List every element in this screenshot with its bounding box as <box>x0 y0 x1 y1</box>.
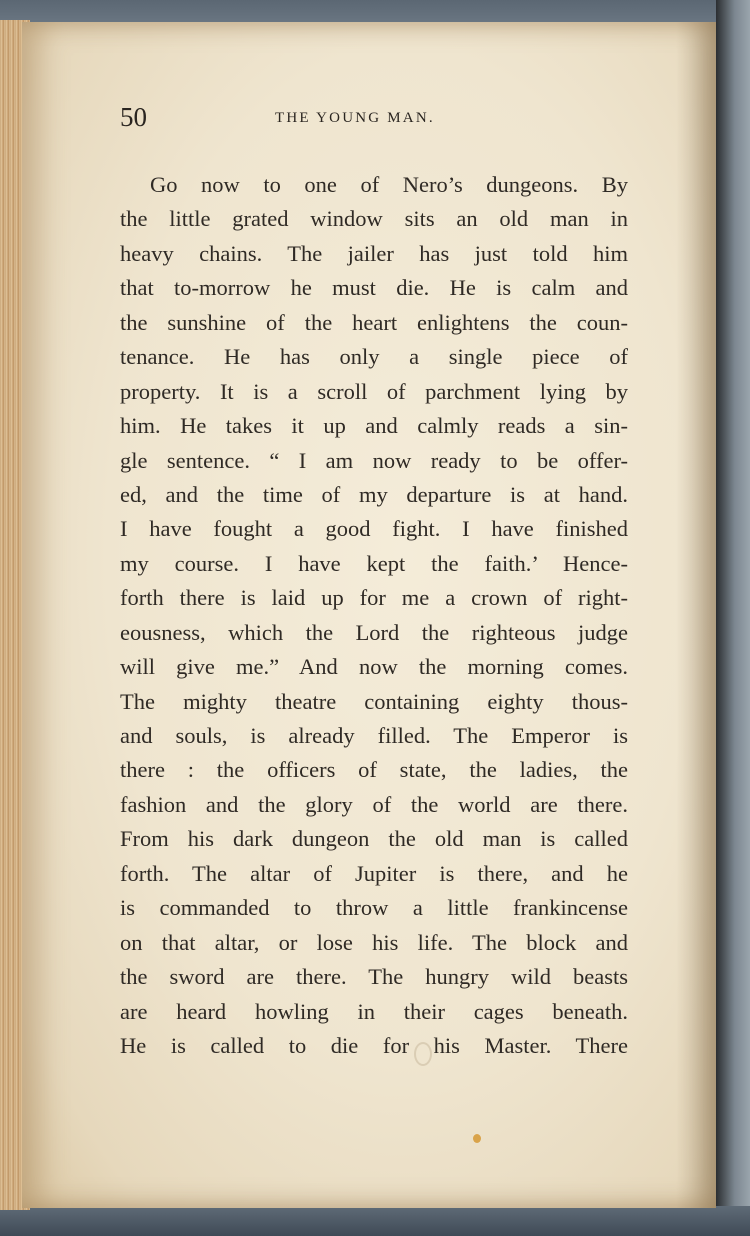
text-line: there : the officers of state, the ladies, the <box>120 757 628 783</box>
book-cover-bottom-edge <box>0 1206 750 1236</box>
text-line: The mighty theatre containing eighty thous- <box>120 688 628 714</box>
text-line: Go now to one of Nero’s dungeons. By <box>150 172 628 197</box>
text-line: will give me.” And now the morning comes. <box>120 654 628 680</box>
text-line: him. He takes it up and calmly reads a sin- <box>120 413 628 439</box>
text-line: tenance. He has only a single piece of <box>120 344 628 370</box>
gutter-shadow <box>676 22 716 1208</box>
text-line: I have fought a good fight. I have finished <box>120 516 628 542</box>
text-line: He is called to die for his Master. There <box>120 1032 628 1058</box>
text-line: the sword are there. The hungry wild beasts <box>120 964 628 990</box>
book-cover-right-edge <box>716 0 750 1236</box>
page-header <box>120 102 640 142</box>
text-line: and souls, is already filled. The Emperor is <box>120 723 628 748</box>
text-line: is commanded to throw a little frankincense <box>120 895 628 921</box>
page-number: 50 <box>120 102 147 132</box>
text-line: my course. I have kept the faith.’ Hence- <box>120 550 628 576</box>
running-title: THE YOUNG MAN. <box>275 110 435 126</box>
text-line: are heard howling in their cages beneath. <box>120 998 628 1024</box>
text-line: gle sentence. “ I am now ready to be offer- <box>120 447 628 473</box>
text-line: the sunshine of the heart enlightens the coun- <box>120 309 628 335</box>
text-line: that to-morrow he must die. He is calm and <box>120 275 628 301</box>
text-line: the little grated window sits an old man in <box>120 206 628 232</box>
text-line: ed, and the time of my departure is at hand. <box>120 481 628 507</box>
text-line: heavy chains. The jailer has just told him <box>120 240 628 266</box>
text-line: forth there is laid up for me a crown of right- <box>120 585 628 611</box>
text-line: property. It is a scroll of parchment lying by <box>120 378 628 404</box>
text-line: fashion and the glory of the world are there. <box>120 791 628 817</box>
text-line: forth. The altar of Jupiter is there, and he <box>120 860 628 886</box>
foxing-spot <box>473 1134 481 1143</box>
text-line: eousness, which the Lord the righteous judge <box>120 619 628 645</box>
text-line: From his dark dungeon the old man is called <box>120 826 628 852</box>
show-through-mark <box>414 1042 432 1066</box>
text-line: on that altar, or lose his life. The block and <box>120 929 628 955</box>
body-text <box>120 168 628 1063</box>
